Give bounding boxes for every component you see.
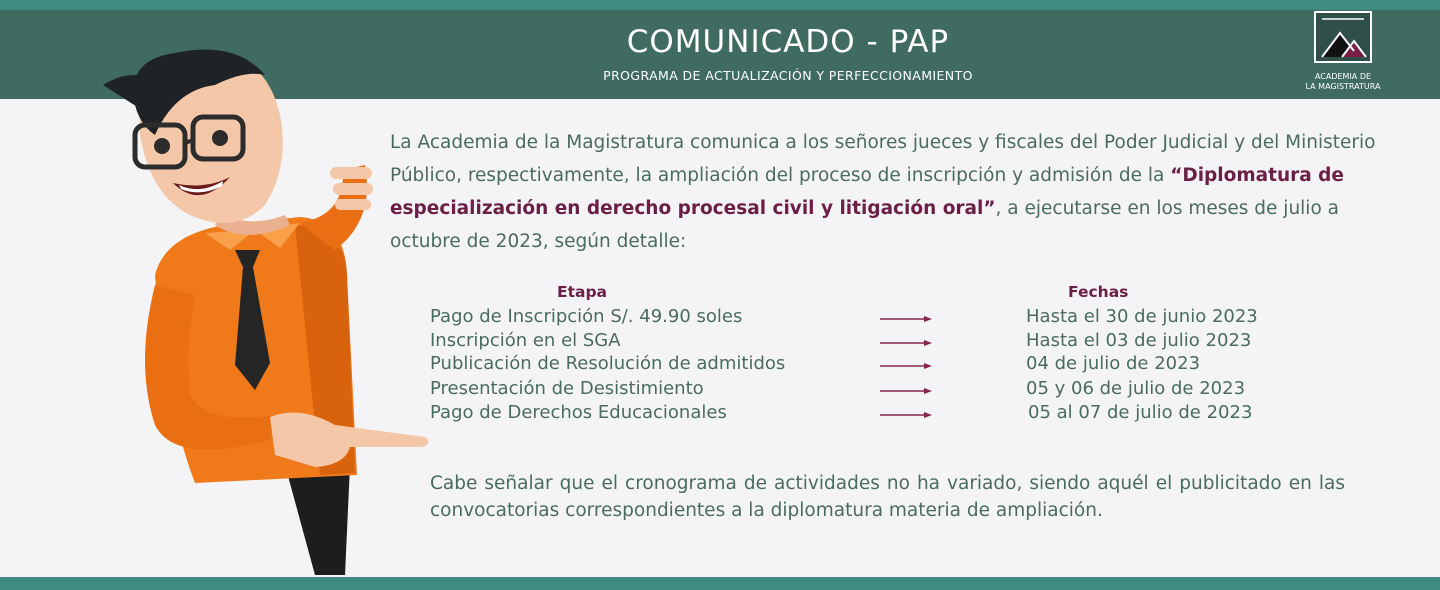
logo-caption-line1: ACADEMIA DE xyxy=(1314,72,1372,81)
date-label: 04 de julio de 2023 xyxy=(1026,353,1201,374)
date-label: Hasta el 03 de julio 2023 xyxy=(1026,330,1252,351)
right-arrow-icon xyxy=(880,339,932,347)
schedule-row xyxy=(0,330,1440,354)
right-arrow-icon xyxy=(880,411,932,419)
date-label: 05 y 06 de julio de 2023 xyxy=(1026,378,1246,399)
right-arrow-icon xyxy=(880,315,932,323)
stage-label: Publicación de Resolución de admitidos xyxy=(430,353,786,374)
academia-logo xyxy=(1300,10,1386,99)
stage-label: Pago de Derechos Educacionales xyxy=(430,402,727,423)
schedule-row xyxy=(0,378,1440,402)
closing-note: Cabe señalar que el cronograma de actividades no ha variado, siendo aquél el publicitado en las convocatorias correspondientes a la diplomatura materia de ampliación. xyxy=(430,473,1345,521)
schedule-row xyxy=(0,306,1440,330)
announcement-part-2: , a ejecutarse en los meses de julio a octubre de 2023, según detalle: xyxy=(390,198,1339,252)
announcement-part-1: La Academia de la Magistratura comunica a los señores jueces y fiscales del Poder Judicial y del Ministerio Público, respectivamente, la ampliación del proceso de inscripción y admisión de la xyxy=(390,132,1376,186)
date-label: Hasta el 30 de junio 2023 xyxy=(1026,306,1258,327)
announcement-text xyxy=(390,126,1390,258)
date-label: 05 al 07 de julio de 2023 xyxy=(1028,402,1253,423)
schedule-row xyxy=(0,353,1440,377)
right-arrow-icon xyxy=(880,387,932,395)
academia-logo-icon xyxy=(1314,11,1372,63)
logo-caption-line2: LA MAGISTRATURA xyxy=(1305,82,1381,91)
date-column-header: Fechas xyxy=(1068,283,1129,301)
diplomatura-title: “Diplomatura de especialización en derecho procesal civil y litigación oral” xyxy=(390,165,1344,219)
page-subtitle: PROGRAMA DE ACTUALIZACIÓN Y PERFECCIONAMIENTO xyxy=(603,68,973,83)
stage-label: Inscripción en el SGA xyxy=(430,330,621,351)
stage-label: Pago de Inscripción S/. 49.90 soles xyxy=(430,306,743,327)
stage-label: Presentación de Desistimiento xyxy=(430,378,704,399)
bottom-accent-strip xyxy=(0,577,1440,590)
top-accent-strip xyxy=(0,0,1440,10)
schedule-row xyxy=(0,402,1440,426)
right-arrow-icon xyxy=(880,362,932,370)
page-title: COMUNICADO - PAP xyxy=(626,24,950,60)
stage-column-header: Etapa xyxy=(557,283,608,301)
logo-caption xyxy=(1300,72,1386,92)
